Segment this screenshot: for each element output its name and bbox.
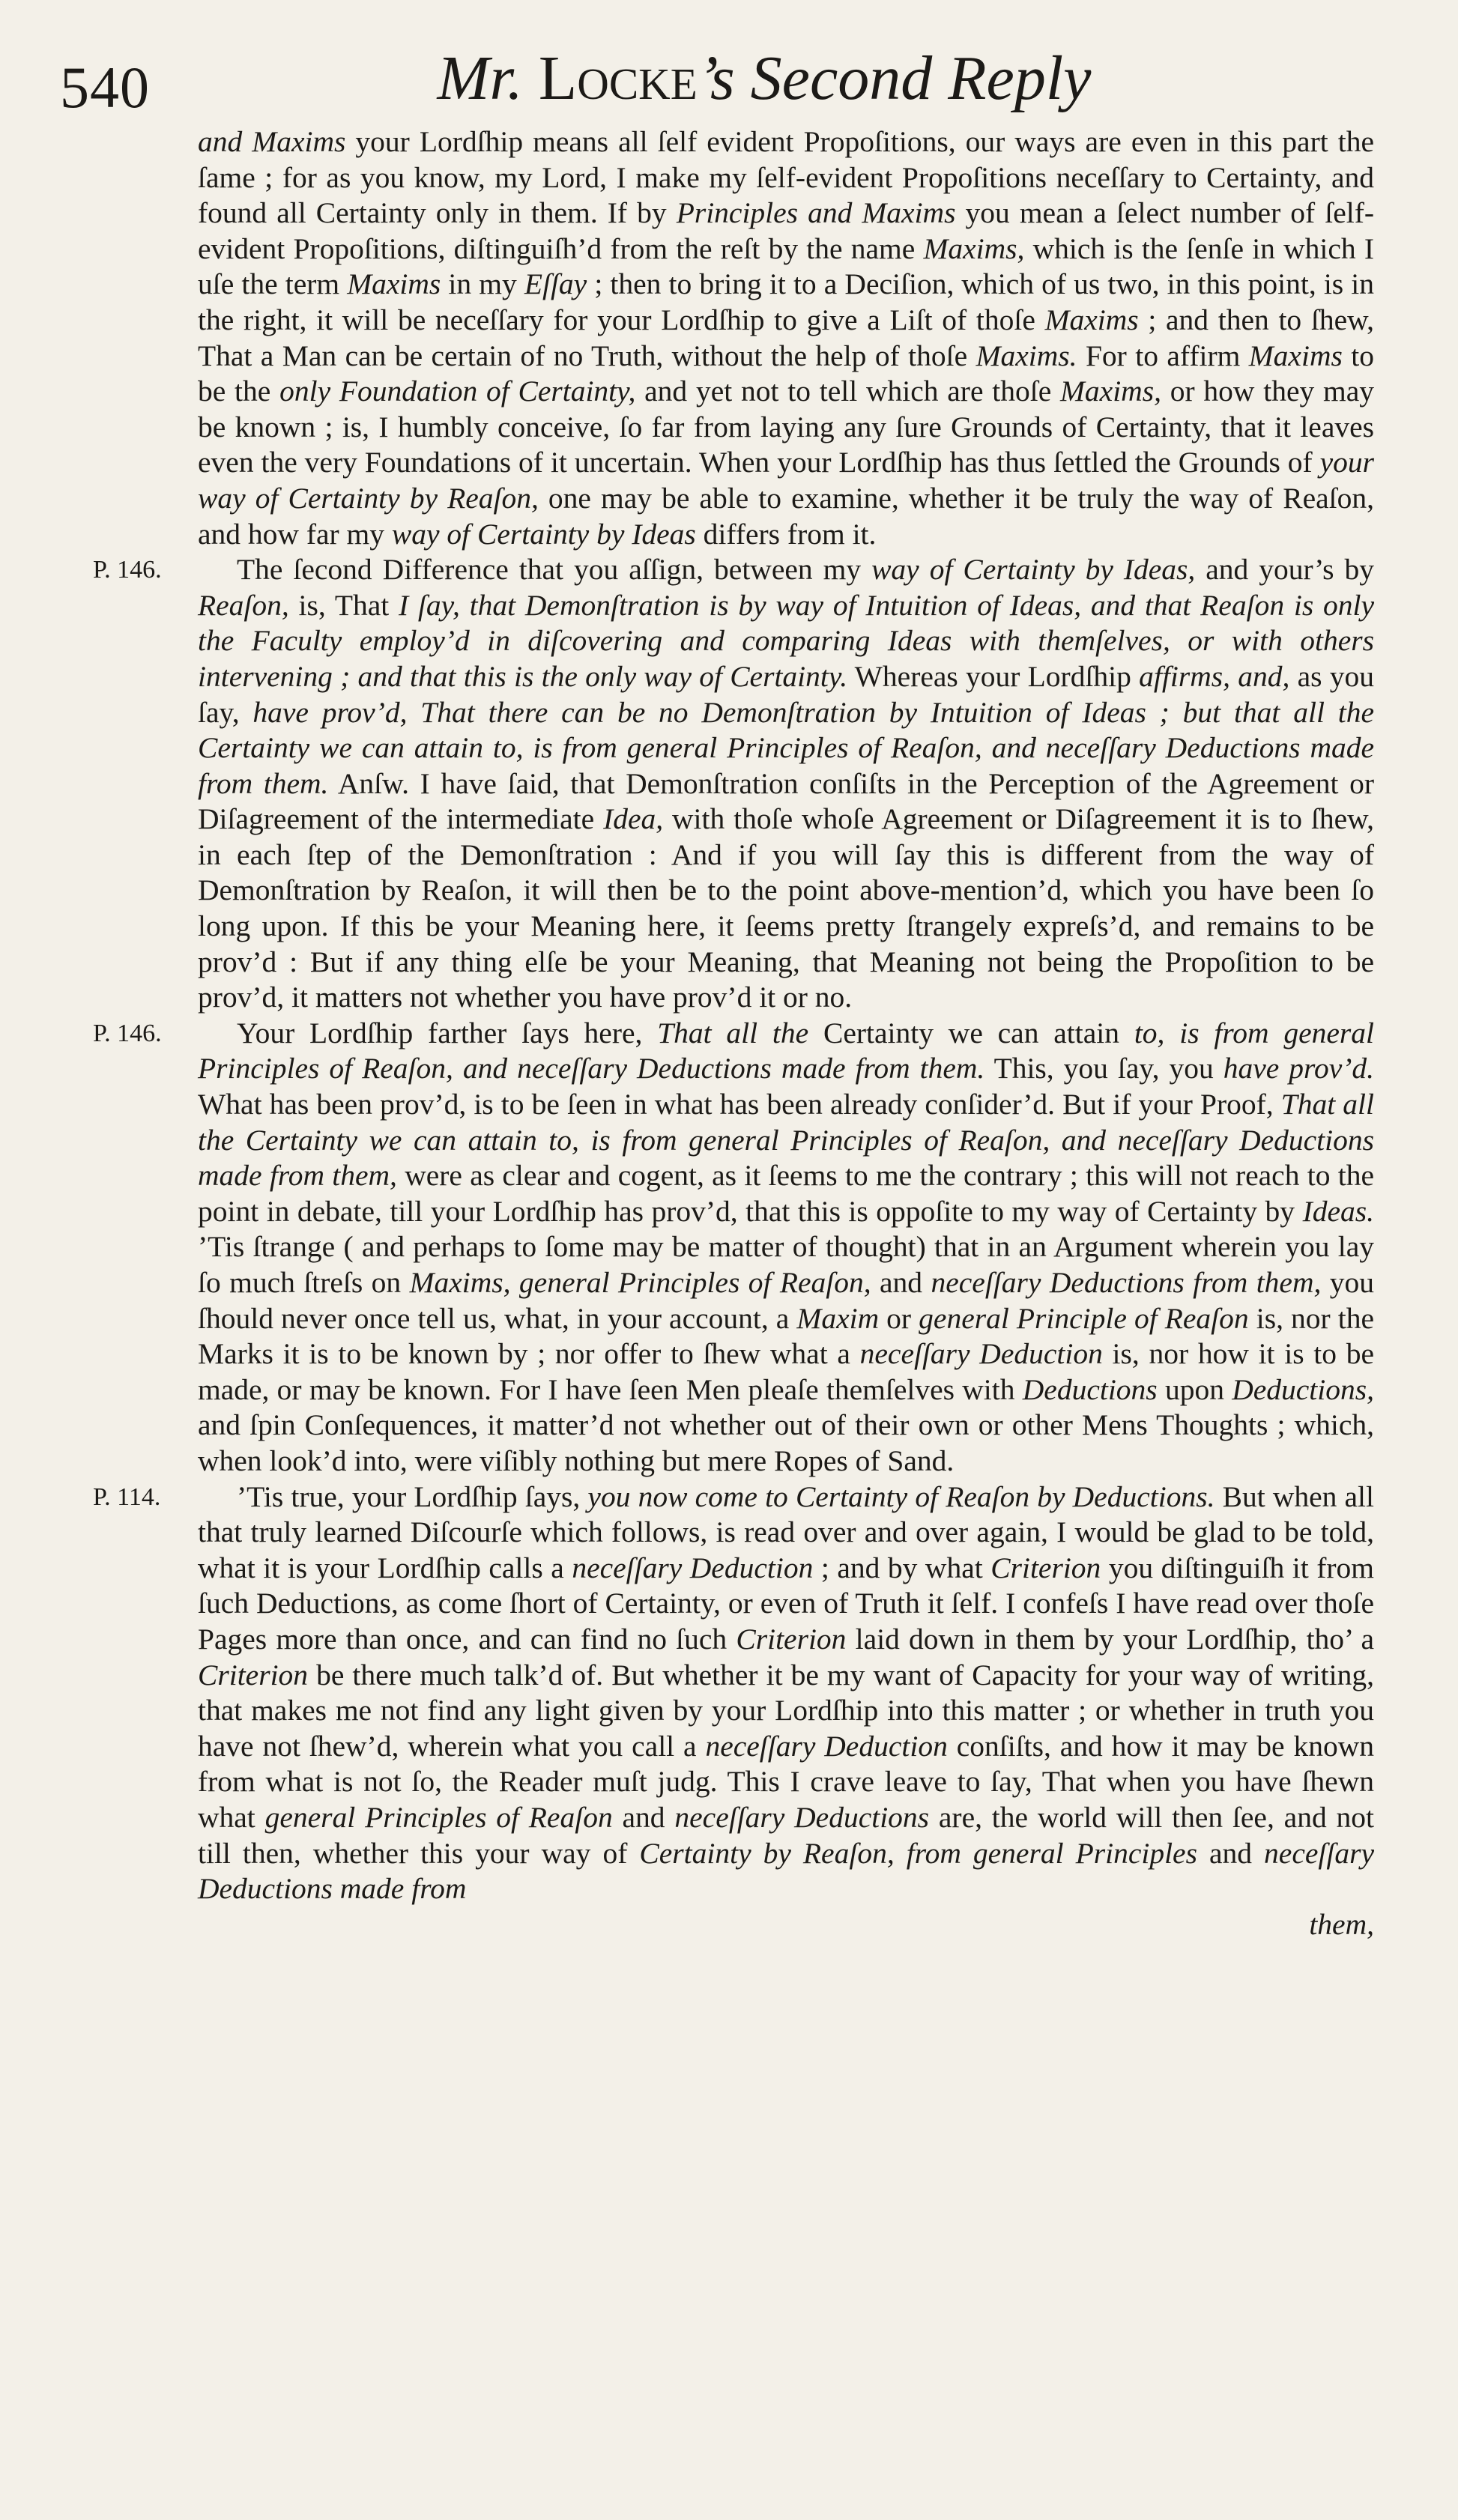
text-run: to be the (198, 339, 1374, 408)
text-run: Maxims (1248, 339, 1343, 372)
margin-reference: P. 146. (93, 1019, 162, 1047)
text-run: you mean a ſelect number of ſelf-evident Propoſitions, (198, 196, 1375, 265)
text-run: of Certainty, that it leaves even the very Foundations of it uncertain. When (198, 410, 1375, 479)
text-run: Maxims (347, 267, 441, 301)
text-run: Maxims, (1060, 375, 1161, 408)
page-header (60, 39, 1379, 129)
text-run: and Maxims (198, 125, 346, 158)
margin-reference: P. 146. (93, 556, 162, 584)
text-run: and yet not to tell which are thoſe (635, 375, 1061, 408)
text-run: Principles and Maxims (676, 196, 956, 230)
paragraph-3: P. 146. Your Lordſhip farther ſays here, That all the Certainty we can attain to, is from general Principles of Reaſon, and neceſſary Deductions made from them. This, you ſay, you have prov’d. What has been prov’d, is to be ſeen in what has been already conſider’d. But if your Proof, That all the Certainty we can attain to, is from general Principles of Reaſon, and neceſſary Deductions made from them, were as clear and cogent, as it ſeems to me the contrary ; this will not reach to the point in debate, till your Lordſhip has prov’d, that this is oppoſite to my way of Certainty by Ideas. ’Tis ſtrange ( and perhaps to ſome may be matter of thought) that in an Argument wherein you lay ſo much ſtreſs on Maxims, general Principles of Reaſon, and neceſſary Deductions from them, you ſhould never once tell us, what, in your account, a Maxim or general Principle of Reaſon is, nor the Marks it is to be known by ; nor offer to ſhew what a neceſſary Deduction is, nor how it is to be made, or may be known. For I have ſeen Men pleaſe themſelves with Deductions upon Deductions, and ſpin Conſequences, it matter’d not whether out of their own or other Mens Thoughts ; which, when look’d into, were viſibly nothing but mere Ropes of Sand. (93, 1016, 1375, 1477)
text-run: even in this part the ſame ; for as you know, my Lord, I make my ſelf-evident (198, 125, 1375, 194)
text-run: For to affirm (1077, 339, 1249, 372)
running-head-suffix: ’s Second Reply (697, 43, 1092, 113)
running-head-prefix: Mr. (437, 43, 539, 113)
body-text (93, 124, 1375, 1942)
running-head (60, 42, 1379, 115)
text-run: only Foundation of Certainty, (279, 375, 636, 408)
paragraph-1 (198, 124, 1374, 552)
paragraph-4: P. 114. ’Tis true, your Lordſhip ſays, you now come to Certainty of Reaſon by Deductions. But when all that truly learned Diſcourſe which follows, is read over and over again, I would be glad to be told, what it is your Lordſhip calls a neceſſary Deduction ; and by what Criterion you diſtinguiſh it from ſuch Deductions, as come ſhort of Certainty, or even of Truth it ſelf. I confeſs I have read over thoſe Pages more than once, and can find no ſuch Criterion laid down in them by your Lordſhip, tho’ a Criterion be there much talk’d of. But whether it be my want of Capacity for your way of writing, that makes me not find any light given by your Lordſhip into this matter ; or whether in truth you have not ſhew’d, wherein what you call a neceſſary Deduction conſiſts, and how it may be known from what is not ſo, the Reader muſt judg. This I crave leave to ſay, That when you have ſhewn what general Principles of Reaſon and neceſſary Deductions are, the world will then ſee, and not till then, whether this your way of Certainty by Reaſon, from general Principles and neceſſary Deductions made from (93, 1479, 1375, 1906)
running-head-name: Locke (538, 43, 698, 113)
margin-reference: P. 114. (93, 1482, 161, 1511)
text-run: one may be able to examine, whether it be truly the way of Reaſon, and how (198, 481, 1375, 551)
text-run: way of Certainty by Ideas (391, 517, 696, 551)
text-run: a Liſt of thoſe (867, 303, 1045, 336)
text-run: diſtinguiſh’d from the reſt by the name (453, 231, 924, 265)
text-run: Maxims (1044, 303, 1139, 336)
text-run: uſe the term (198, 267, 348, 301)
text-run: by (637, 196, 677, 230)
text-run: Maxims, (923, 231, 1025, 265)
text-run: your Lordſhip means all ſelf evident Propoſitions, our ways are (345, 125, 1122, 158)
text-run: ; and then to ſhew, That a Man can be certain of no (198, 303, 1374, 372)
text-run: ; then to bring it to a Deciſion, which of us (587, 267, 1101, 301)
catchword: them, (1309, 1907, 1374, 1941)
text-run: your Lordſhip has thus ſettled the Grounds of (777, 446, 1320, 479)
text-run: Eſſay (524, 267, 587, 301)
text-run: differs from it. (695, 517, 877, 551)
text-run: far my (306, 517, 392, 551)
page-number: 540 (60, 55, 150, 120)
text-run: or how (1161, 375, 1255, 408)
text-run: in my (441, 267, 524, 301)
text-run: Propoſitions neceſſary to Certainty, and found all Certainty only in them. If (198, 160, 1374, 230)
text-run: which is the ſenſe in which I (1024, 231, 1374, 265)
text-run: Maxims. (975, 339, 1077, 372)
text-run: they may be known ; is, I humbly conceive, ſo far from laying any ſure Grounds (198, 375, 1375, 443)
text-run: Truth, without the help of thoſe (590, 339, 976, 372)
text-run: two, in this point, is in the right, it will be neceſſary for your Lordſhip to give (198, 267, 1375, 336)
paragraph-2: P. 146. The ſecond Difference that you aſſign, between my way of Certainty by Ideas, and your’s by Reaſon, is, That I ſay, that Demonſtration is by way of Intuition of Ideas, and that Reaſon is only the Faculty employ’d in diſcovering and comparing Ideas with themſelves, or with others intervening ; and that this is the only way of Certainty. Whereas your Lordſhip affirms, and, as you ſay, have prov’d, That there can be no Demonſtration by Intuition of Ideas ; but that all the Certainty we can attain to, is from general Principles of Reaſon, and neceſſary Deductions made from them. Anſw. I have ſaid, that Demonſtration conſiſts in the Perception of the Agreement or Diſagreement of the intermediate Idea, with thoſe whoſe Agreement or Diſagreement it is to ſhew, in each ſtep of the Demonſtration : And if you will ſay this is different from the way of Demonſtration by Reaſon, it will then be to the point above-mention’d, which you have been ſo long upon. If this be your Meaning here, it ſeems pretty ſtrangely expreſs’d, and remains to be prov’d : But if any thing elſe be your Meaning, that Meaning not being the Propoſition to be prov’d, it matters not whether you have prov’d it or no. (93, 553, 1374, 1014)
text-run: your way of Certainty by Reaſon, (198, 446, 1375, 515)
